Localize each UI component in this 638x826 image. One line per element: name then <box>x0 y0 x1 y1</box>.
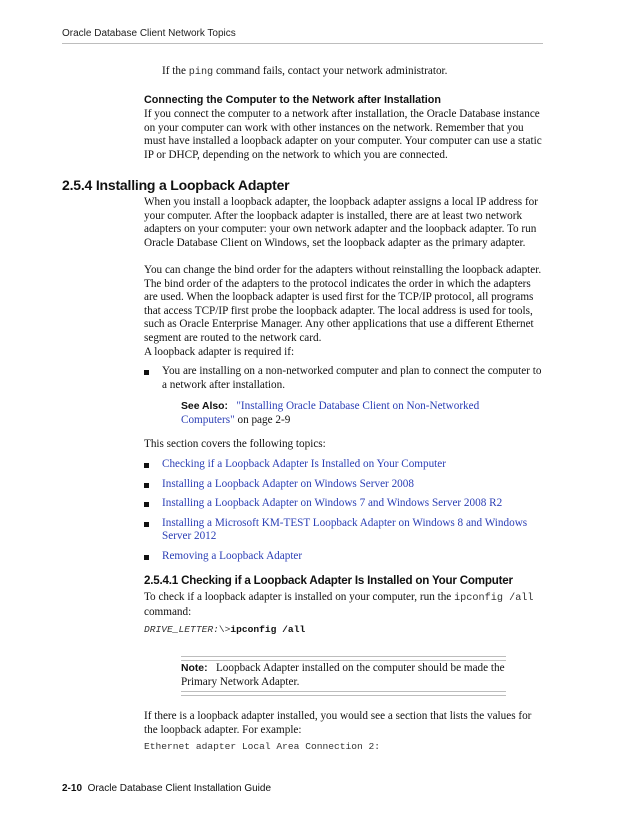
running-header: Oracle Database Client Network Topics <box>62 28 236 39</box>
section-para-3 <box>144 346 546 360</box>
ipconfig-inline-code: ipconfig /all <box>454 593 534 604</box>
topic-item-removing <box>144 550 546 564</box>
bullet-icon <box>144 483 149 488</box>
see-also-link[interactable]: "Installing Oracle Database Client on Non-Networked Computers" <box>181 400 480 426</box>
topics-intro-text: This section covers the following topics: <box>144 438 326 450</box>
example-paragraph <box>144 710 546 737</box>
topic-link-checking[interactable]: Checking if a Loopback Adapter Is Installed on Your Computer <box>162 458 446 470</box>
ping-paragraph <box>162 65 546 80</box>
topic-link-server-2008[interactable]: Installing a Loopback Adapter on Windows Server 2008 <box>162 477 414 490</box>
subsection-paragraph <box>144 591 546 619</box>
section-para-2-text: You can change the bind order for the adapters without reinstalling the loopback adapter. The bind order of the adapters to the protocol indicates the order in which the adapters are used. When the loopback adapter is used first for the TCP/IP protocol, all programs that access TCP/IP first probe the loopback adapter. The local address is used for tools, such as Oracle Enterprise Manager. Any other applications that use a different Ethernet segment are routed to the network card. <box>144 264 542 344</box>
section-para-2 <box>144 264 546 346</box>
note-label: Note: <box>181 663 208 674</box>
page-footer <box>62 783 271 794</box>
note-top-divider <box>181 656 506 661</box>
book-title: Oracle Database Client Installation Guide <box>87 783 272 794</box>
command-text: ipconfig /all <box>230 624 306 635</box>
section-para-1-text: When you install a loopback adapter, the loopback adapter assigns a local IP address for your computer. After the loopback adapter is installed, there are at least two network adapters on your computer: your own network adapter and the loopback adapter. To run Oracle Database Client on Windows, set the loopback adapter as the primary adapter. <box>144 196 538 249</box>
subsection-text-before: To check if a loopback adapter is installed on your computer, run the <box>144 591 455 603</box>
topic-item-windows-8 <box>144 517 546 544</box>
page-number: 2-10 <box>62 783 83 794</box>
bullet-icon <box>144 370 149 375</box>
section-para-3-text: A loopback adapter is required if: <box>144 346 295 358</box>
subsection-text-after: command: <box>144 605 192 618</box>
ping-code: ping <box>188 67 214 78</box>
topic-link-windows-7[interactable]: Installing a Loopback Adapter on Windows 7 and Windows Server 2008 R2 <box>162 497 503 510</box>
topic-item-windows-7 <box>144 497 546 511</box>
note-box <box>181 662 506 689</box>
topic-link-removing[interactable]: Removing a Loopback Adapter <box>162 549 303 562</box>
connecting-text: If you connect the computer to a network after installation, the Oracle Database instance on your computer can work with other instances on the network. Remember that you must have installed a loopback adapter on your computer. Your computer can use a static IP or DHCP, depending on the network to which you are connected. <box>144 108 542 161</box>
bullet-icon <box>144 463 149 468</box>
ping-text-before: If the <box>162 65 189 77</box>
command-prompt: \> <box>218 624 231 635</box>
connecting-heading: Connecting the Computer to the Network after Installation <box>144 94 441 106</box>
see-also-suffix: on page 2-9 <box>234 413 291 426</box>
subsection-heading: 2.5.4.1 Checking if a Loopback Adapter Is Installed on Your Computer <box>144 574 513 587</box>
note-bottom-divider <box>181 691 506 696</box>
example-code: Ethernet adapter Local Area Connection 2: <box>144 741 381 752</box>
note-text: Loopback Adapter installed on the computer should be made the Primary Network Adapter. <box>181 662 505 688</box>
example-paragraph-text: If there is a loopback adapter installed, you would see a section that lists the values for the loopback adapter. For example: <box>144 710 532 736</box>
connecting-paragraph <box>144 108 546 162</box>
section-heading: 2.5.4 Installing a Loopback Adapter <box>62 177 290 193</box>
see-also-box <box>181 400 511 427</box>
bullet-icon <box>144 555 149 560</box>
command-example <box>144 624 305 635</box>
drive-letter-placeholder: DRIVE_LETTER: <box>144 624 219 635</box>
bullet-icon <box>144 502 149 507</box>
topics-list <box>144 458 546 564</box>
topic-item-server-2008 <box>144 478 546 492</box>
header-divider <box>62 43 543 44</box>
see-also-label: See Also: <box>181 401 228 412</box>
required-item-text: You are installing on a non-networked computer and plan to connect the computer to a network after installation. <box>162 365 542 391</box>
topics-intro <box>144 438 546 452</box>
required-list <box>144 365 546 392</box>
list-item <box>144 365 546 392</box>
bullet-icon <box>144 522 149 527</box>
topic-link-windows-8[interactable]: Installing a Microsoft KM-TEST Loopback Adapter on Windows 8 and Windows Server 2012 <box>162 516 528 543</box>
ping-text-after: command fails, contact your network administrator. <box>213 65 448 77</box>
topic-item-checking <box>144 458 546 472</box>
section-para-1 <box>144 196 546 250</box>
